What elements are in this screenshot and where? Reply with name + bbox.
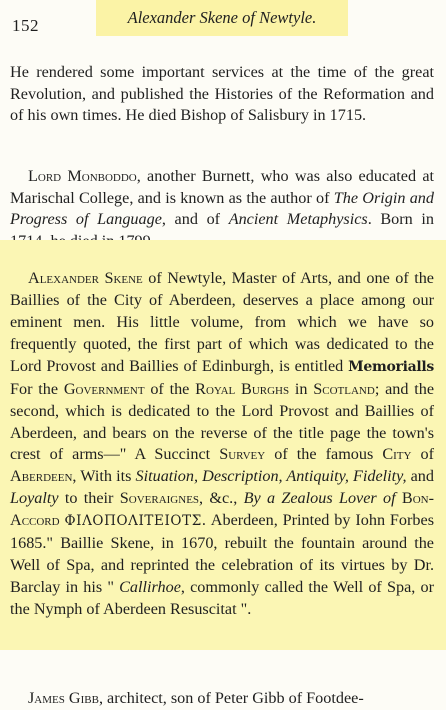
text-segment: of Newtyle, Master of Arts, and one of the Baillies of the City of Aberdeen, deserves a place among our eminent men. His little volume, from which we have so frequently quoted, the first part of which was dedicated to the Lord Provost and Baillies of Edinburgh, is entitled — [10, 269, 434, 375]
paragraph-skene — [10, 268, 434, 621]
small-caps-word: Aberdeen — [10, 467, 73, 486]
text-segment: ; and the second, which is dedicated to the Lord Provost and Baillies of Aberdeen, and bears on the reverse of the title page the town's crest of arms—" A Succinct — [10, 379, 435, 464]
greek-word: ΦΙΛΟΠΟΛΙΤΕΙΟΤΣ — [64, 513, 202, 530]
text-segment: of the — [144, 379, 196, 398]
text-segment: of — [411, 445, 435, 464]
name-gibb: James Gibb — [28, 689, 99, 708]
book-title: The Origin and Progress of Language — [10, 188, 434, 229]
text-segment: For the — [10, 379, 64, 398]
small-caps-word: Survey — [219, 445, 266, 464]
text-segment: , another Burnett, who was also educated at Marischal College, and is known as the author of — [10, 167, 435, 207]
italic-phrase: Callirhoe — [119, 577, 181, 596]
paragraph-gibb — [10, 688, 434, 710]
text-segment: in — [289, 379, 314, 398]
small-caps-word: Government — [63, 379, 145, 398]
small-caps-word: Scotland — [313, 379, 375, 398]
italic-phrase: By a Zealous Lover of — [243, 489, 396, 508]
small-caps-word: Royal Burghs — [195, 379, 290, 398]
name-skene: Alexander Skene — [28, 269, 143, 288]
text-segment: to their — [58, 489, 120, 508]
text-segment: , &c., — [199, 489, 244, 508]
paragraph-burnet: He rendered some important services at the time of the great Revolution, and published the Histories of the Reformation and of his own times. He died Bishop of Salisbury in 1715. — [10, 63, 434, 125]
name-monboddo: Lord Monboddo — [28, 167, 137, 186]
text-segment: , commonly called the Well of Spa, or the Nymph of Aberdeen Resuscitat ". — [10, 577, 434, 618]
text-segment: and — [406, 467, 434, 486]
italic-phrase: Loyalty — [10, 489, 59, 508]
text-segment: . Aberdeen, Printed by Iohn Forbes 1685." Baillie Skene, in 1670, rebuilt the fountain around the Well of Spa, and reprinted the celebration of its virtues by Dr. Barclay in his " — [10, 511, 434, 596]
italic-phrase: Situation, Description, Antiquity, Fidelity, — [135, 467, 407, 486]
text-segment: . Born in — [367, 210, 434, 229]
small-caps-word: City — [382, 445, 412, 464]
text-segment: of the famous — [265, 445, 383, 464]
text-segment: , With its — [72, 467, 136, 486]
blackletter-word: Memorialls — [348, 358, 434, 375]
small-caps-word: Bon-Accord — [10, 489, 434, 530]
text-segment: , architect, son of Peter Gibb of Footdee- — [98, 689, 364, 708]
small-caps-word: Soveraignes — [119, 489, 200, 508]
text-segment: , and of — [161, 210, 229, 229]
running-head: Alexander Skene of Newtyle. — [96, 0, 348, 36]
page-number: 152 — [12, 16, 39, 35]
book-title: Ancient Metaphysics — [228, 210, 368, 229]
